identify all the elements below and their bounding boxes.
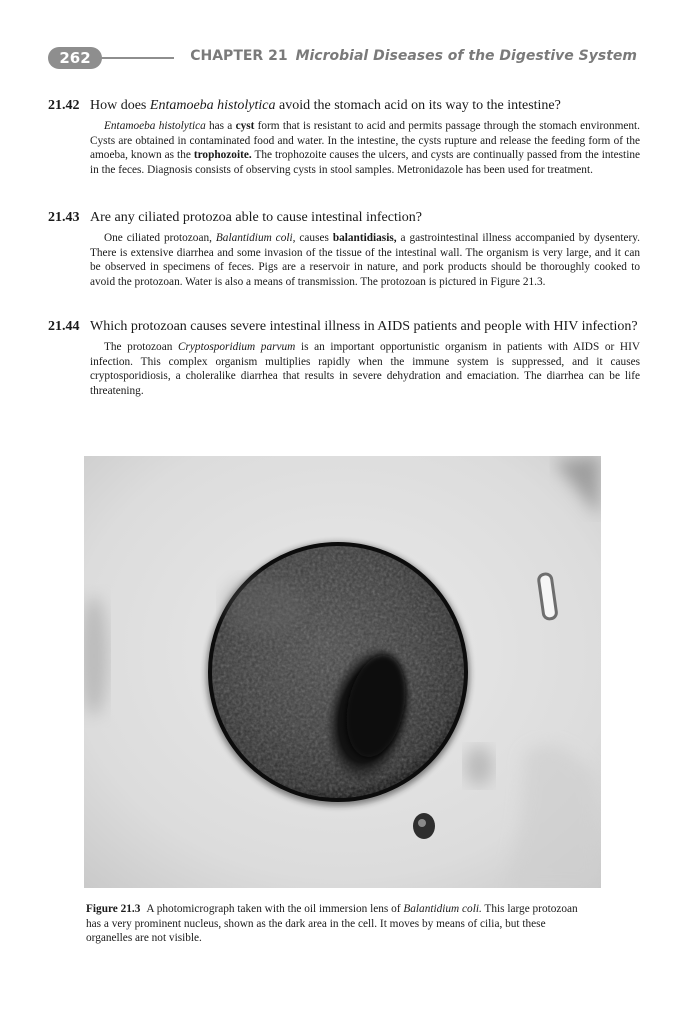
text-run: avoid the stomach acid on its way to the intestine? <box>275 98 561 113</box>
text-run: This large protozoan has a very prominent nucleus, shown as the dark area in the cell. It moves by means of cilia, but these organelles are not visible. <box>86 903 578 945</box>
question-block <box>48 97 640 177</box>
running-head <box>190 48 637 64</box>
question-number: 21.42 <box>48 98 80 113</box>
answer-text <box>90 231 640 289</box>
chapter-label: CHAPTER 21 <box>190 48 288 64</box>
small-particle-highlight <box>418 819 426 827</box>
text-run: The protozoan <box>104 341 178 353</box>
question-number: 21.43 <box>48 210 80 225</box>
debris-blur <box>465 746 493 786</box>
figure-caption <box>86 902 586 946</box>
text-run: has a <box>205 120 236 132</box>
bold-text-run: balantidiasis, <box>332 232 397 244</box>
page-number-badge: 262 <box>48 47 102 69</box>
text-run: a gastrointestinal illness accompanied by dysentery. There is extensive diarrhea and some invasion of the tissue of the intestinal wall. The organism is very large, and it can be observed in specimens of feces. Pigs are a reservoir in nature, and pork products should be thoroughly cooked to avoid the protozoan. Water is also a means of transmission. The protozoan is pictured in Figure 21.3. <box>90 232 640 288</box>
question-text <box>90 318 640 335</box>
bold-text-run: cyst <box>235 120 255 132</box>
italic-text-run: Balantidium coli. <box>403 903 482 915</box>
text-run: causes <box>295 232 333 244</box>
italic-text-run: Balantidium coli, <box>215 232 296 244</box>
question-text <box>90 97 640 114</box>
bold-text-run: trophozoite. <box>193 149 252 162</box>
question-line <box>48 209 640 226</box>
photomicrograph-image <box>84 456 601 888</box>
italic-text-run: Entamoeba histolytica <box>149 98 276 113</box>
answer-text <box>90 340 640 398</box>
question-text <box>90 209 640 226</box>
answer-text <box>90 119 640 177</box>
question-block <box>48 318 640 398</box>
text-run: Which protozoan causes severe intestinal illness in AIDS patients and people with HIV infection? <box>90 319 638 334</box>
page-header <box>0 40 683 74</box>
figure-label: Figure 21.3 <box>86 903 141 915</box>
header-rule <box>96 57 174 59</box>
caption-text <box>86 903 578 944</box>
text-run: How does <box>90 98 150 113</box>
text-run: form that is resistant to acid and permits passage through the stomach environment. Cysts are obtained in contaminated food and water. In the intestine, the cysts rupture and release the feeding form of the amoeba, known as the <box>90 120 641 162</box>
chapter-name: Microbial Diseases of the Digestive System <box>295 48 637 64</box>
question-number: 21.44 <box>48 319 80 334</box>
photomicrograph <box>84 456 601 888</box>
text-run: is an important opportunistic organism in patients with AIDS or HIV infection. This complex organism multiplies rapidly when the immune system is suppressed, and it causes cryptosporidiosis, a choleralike diarrhea that results in severe dehydration and emaciation. The diarrhea can be life threatening. <box>90 341 640 397</box>
question-block <box>48 209 640 289</box>
question-line <box>48 97 640 114</box>
cytoplasm-light-area <box>224 576 304 636</box>
text-run: Are any ciliated protozoa able to cause intestinal infection? <box>90 210 422 225</box>
italic-text-run: Entamoeba histolytica <box>104 120 206 132</box>
text-run: The trophozoite causes the ulcers, and cysts are continually passed from the intestine in the feces. Diagnosis consists of observing cysts in stool samples. Metronidazole has been used for treatment. <box>90 149 640 176</box>
text-run: One ciliated protozoan, <box>104 232 216 244</box>
text-run: A photomicrograph taken with the oil immersion lens of <box>146 903 404 915</box>
question-line <box>48 318 640 335</box>
italic-text-run: Cryptosporidium parvum <box>177 341 296 353</box>
